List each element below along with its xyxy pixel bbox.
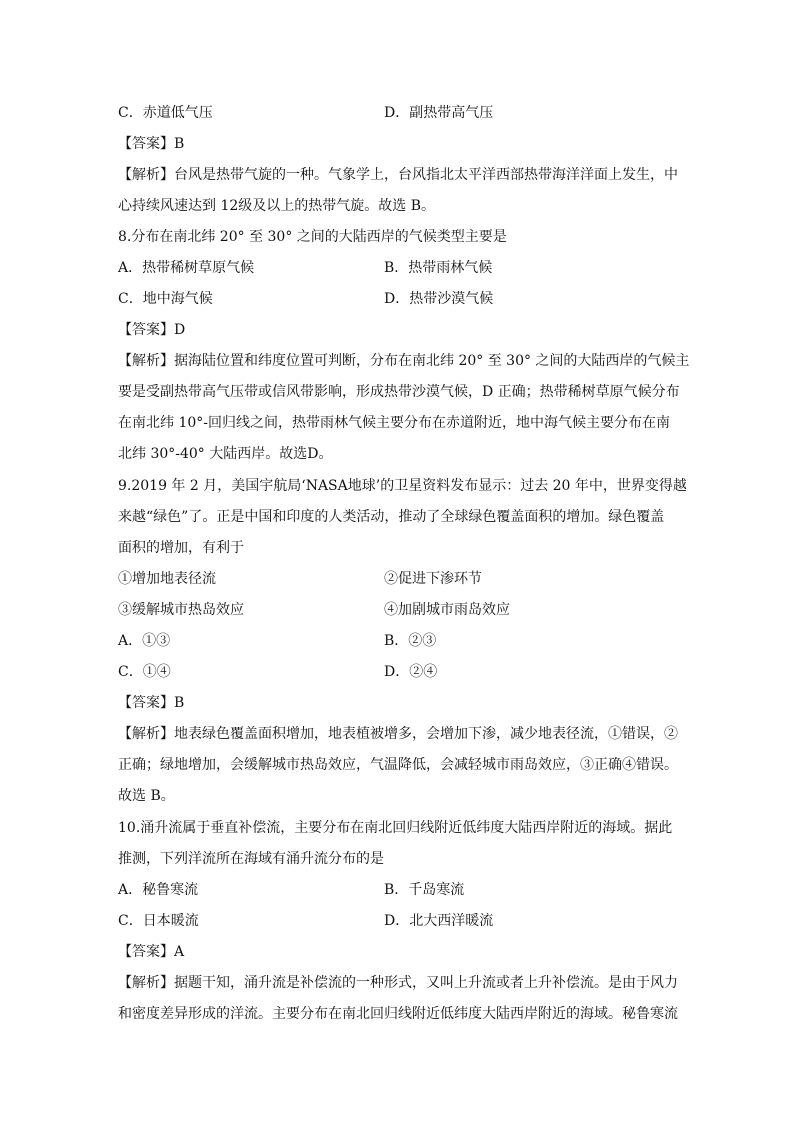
q9-item-4: ④加剧城市雨岛效应 [384,602,510,618]
q9-item-3: ③缓解城市热岛效应 [118,602,244,618]
q9-answer: 【答案】B [118,695,185,711]
q10-analysis-line-2: 和密度差异形成的洋流。主要分布在南北回归线附近低纬度大陆西岸附近的海域。秘鲁寒流 [118,1006,678,1022]
q9-item-1: ①增加地表径流 [118,571,216,587]
q10-stem-line-1: 10.涌升流属于垂直补偿流，主要分布在南北回归线附近低纬度大陆西岸附近的海域。据此 [118,820,673,836]
q10-analysis-line-1: 【解析】据题干知，涌升流是补偿流的一种形式，又叫上升流或者上升补偿流。是由于风力 [118,975,678,991]
q10-option-b: B．千岛寒流 [384,882,465,898]
q8-stem: 8.分布在南北纬 20° 至 30° 之间的大陆西岸的气候类型主要是 [118,229,507,245]
q9-option-d: D．②④ [384,664,438,680]
q8-option-b: B．热带雨林气候 [384,260,493,276]
q9-stem-line-3: 面积的增加，有利于 [118,540,244,556]
q9-option-b: B．②③ [384,633,437,649]
q9-analysis-line-2: 正确；绿地增加，会缓解城市热岛效应，气温降低，会减轻城市雨岛效应，③正确④错误。 [118,757,678,773]
q10-option-c: C．日本暖流 [118,913,199,929]
q8-analysis-line-3: 在南北纬 10°-回归线之间，热带雨林气候主要分布在赤道附近，地中海气候主要分布在南 [118,415,670,431]
q9-analysis-line-3: 故选 B。 [118,788,175,804]
q9-stem-line-2: 来越“绿色”了。正是中国和印度的人类活动，推动了全球绿色覆盖面积的增加。绿色覆盖 [118,509,665,525]
q10-option-a: A．秘鲁寒流 [118,882,199,898]
q8-option-c: C．地中海气候 [118,291,213,307]
q9-option-a: A．①③ [118,633,171,649]
q10-stem-line-2: 推测，下列洋流所在海域有涌升流分布的是 [118,851,384,867]
q8-analysis-line-2: 要是受副热带高气压带或信风带影响，形成热带沙漠气候，D 正确；热带稀树草原气候分布 [118,384,680,400]
q9-stem-line-1: 9.2019 年 2 月，美国宇航局‘NASA地球’的卫星资料发布显示：过去 20 年中，世界变得越 [118,478,687,494]
q7-option-c: C．赤道低气压 [118,105,213,121]
q8-answer: 【答案】D [118,322,186,338]
q8-option-a: A．热带稀树草原气候 [118,260,255,276]
q8-analysis-line-1: 【解析】据海陆位置和纬度位置可判断，分布在南北纬 20° 至 30° 之间的大陆西岸的气候主 [118,353,690,369]
q9-option-c: C．①④ [118,664,171,680]
q7-answer: 【答案】B [118,136,185,152]
q7-analysis-line-2: 心持续风速达到 12级及以上的热带气旋。故选 B。 [118,198,436,214]
q8-option-d: D．热带沙漠气候 [384,291,494,307]
q10-option-d: D．北大西洋暖流 [384,913,494,929]
q9-analysis-line-1: 【解析】地表绿色覆盖面积增加，地表植被增多，会增加下渗，减少地表径流，①错误，② [118,726,678,742]
q10-answer: 【答案】A [118,944,185,960]
q9-item-2: ②促进下渗环节 [384,571,482,587]
q8-analysis-line-4: 北纬 30°-40° 大陆西岸。故选D。 [118,446,333,462]
q7-analysis-line-1: 【解析】台风是热带气旋的一种。气象学上，台风指北太平洋西部热带海洋洋面上发生，中 [118,167,678,183]
q7-option-d: D．副热带高气压 [384,105,494,121]
